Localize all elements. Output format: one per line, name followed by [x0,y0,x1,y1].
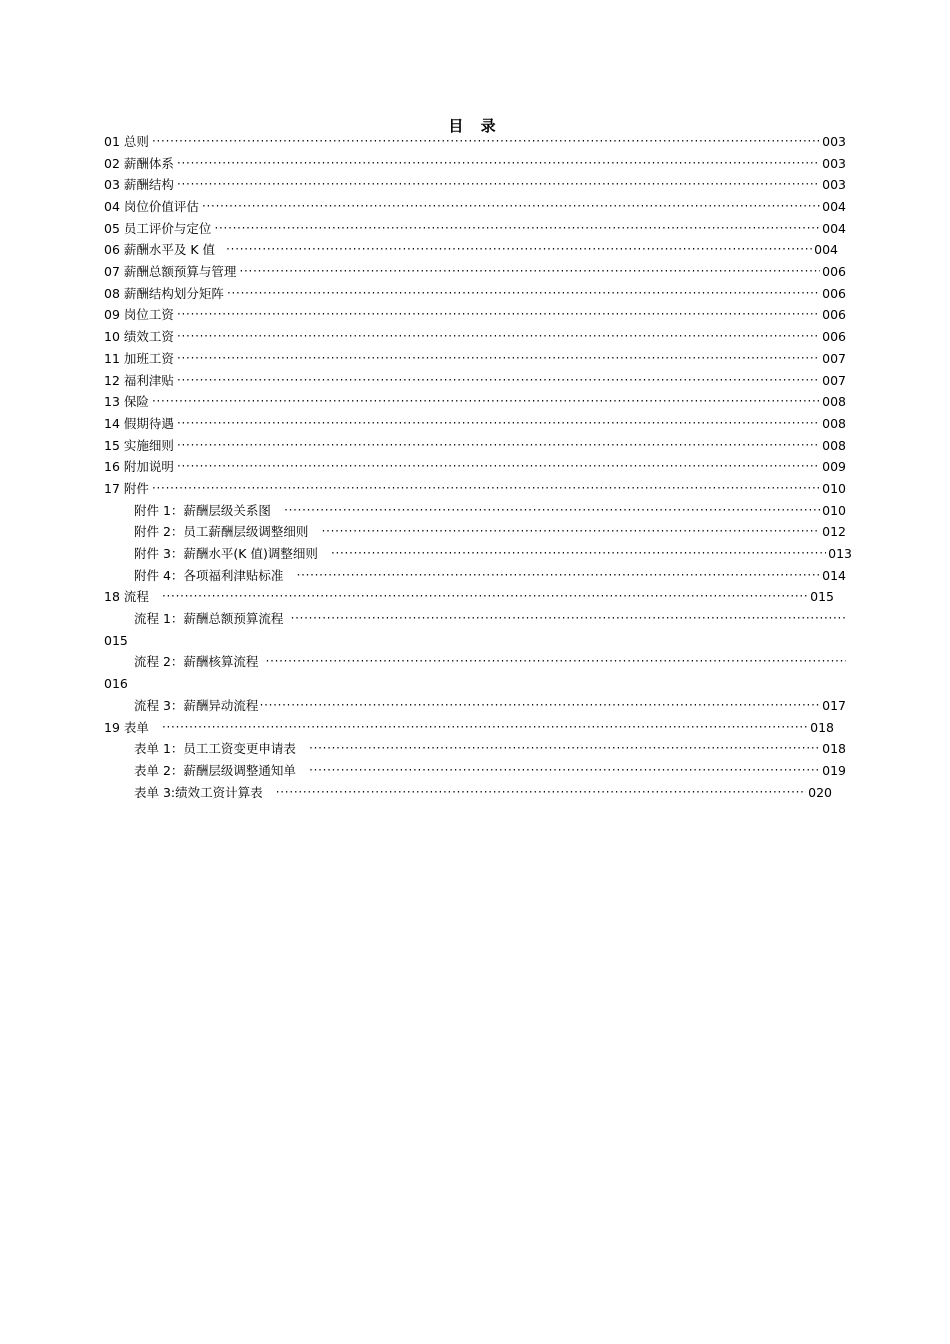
toc-page-number: 018 [810,719,834,735]
toc-leader-dots [161,717,808,739]
toc-sub-entry[interactable] [104,565,846,587]
toc-entry[interactable] [104,586,834,608]
toc-leader-dots [176,326,820,348]
toc-entry-label: 17 附件 [104,480,149,496]
toc-entry[interactable] [104,456,846,478]
toc-entry[interactable] [104,348,846,370]
toc-leader-dots [289,608,846,630]
toc-entry-label: 14 假期待遇 [104,415,174,431]
toc-page-number: 006 [822,285,846,301]
toc-leader-dots [264,652,846,674]
toc-leader-dots [330,543,826,565]
toc-entry-label: 12 福利津贴 [104,372,174,388]
toc-page-number: 004 [822,199,846,215]
toc-entry[interactable] [104,326,846,348]
toc-entry[interactable] [104,391,846,413]
toc-page-number: 007 [822,372,846,388]
toc-page-number: 018 [822,741,846,757]
toc-page-number: 015 [810,589,834,605]
toc-entry-label: 02 薪酬体系 [104,155,174,171]
toc-entry-label: 08 薪酬结构划分矩阵 [104,285,224,301]
toc-entry[interactable] [104,196,846,218]
toc-sub-entry[interactable] [104,652,846,674]
toc-leader-dots [176,348,820,370]
toc-page-number: 006 [822,329,846,345]
toc-entry-label: 流程 3：薪酬异动流程 [134,697,259,713]
toc-entry-label: 01 总则 [104,133,149,149]
toc-entry[interactable] [104,239,838,261]
toc-sub-entry[interactable] [104,521,846,543]
toc-entry[interactable] [104,218,846,240]
toc-page-number: 010 [822,502,846,518]
toc-entry-label: 04 岗位价值评估 [104,199,199,215]
toc-sub-entry[interactable] [104,738,846,760]
toc-page-number: 003 [822,133,846,149]
toc-entry-label: 07 薪酬总额预算与管理 [104,264,237,280]
toc-page-number: 008 [822,415,846,431]
toc-leader-dots [275,782,807,804]
toc-leader-dots [283,500,820,522]
toc-entry[interactable] [104,131,846,153]
toc-sub-entry[interactable] [104,608,846,630]
toc-page-number: 016 [104,676,128,692]
toc-entry-label: 流程 1：薪酬总额预算流程 [134,611,284,627]
toc-entry[interactable] [104,283,846,305]
toc-entry-label: 表单 1：员工工资变更申请表 [134,741,296,757]
toc-title: 目 录 [448,117,502,135]
toc-page-number: 015 [104,632,128,648]
toc-leader-dots [151,478,820,500]
toc-leader-dots [308,738,820,760]
toc-page-number: 004 [814,242,838,258]
toc-leader-dots [176,153,820,175]
toc-page-number: 004 [822,220,846,236]
toc-page-number: 019 [822,762,846,778]
toc-leader-dots [176,456,820,478]
toc-page-number: 014 [822,567,846,583]
toc-entry[interactable] [104,717,834,739]
toc-page-number: 007 [822,350,846,366]
toc-entry-label: 表单 3:绩效工资计算表 [134,784,263,800]
toc-page-number: 008 [822,394,846,410]
toc-leader-dots [176,370,820,392]
toc-entry-label: 15 实施细则 [104,437,174,453]
toc-leader-dots [258,695,820,717]
toc-entry-label: 16 附加说明 [104,459,174,475]
toc-entry-label: 附件 4：各项福利津贴标准 [134,567,284,583]
toc-page-number: 008 [822,437,846,453]
toc-leader-dots [176,413,820,435]
toc-page-number: 010 [822,480,846,496]
toc-page-number: 020 [808,784,832,800]
toc-entry[interactable] [104,435,846,457]
toc-sub-entry[interactable] [104,500,846,522]
toc-entry[interactable] [104,413,846,435]
toc-entry-label: 11 加班工资 [104,350,174,366]
toc-leader-dots [320,521,820,543]
toc-entry[interactable] [104,174,846,196]
toc-leader-dots [308,760,820,782]
toc-leader-dots [238,261,820,283]
toc-entry[interactable] [104,153,846,175]
toc-entry-label: 06 薪酬水平及 K 值 [104,242,216,258]
toc-leader-dots [151,131,820,153]
toc-entry-label: 10 绩效工资 [104,329,174,345]
toc-sub-entry[interactable] [104,782,832,804]
toc-leader-dots [295,565,820,587]
toc-leader-dots [201,196,820,218]
toc-leader-dots [213,218,820,240]
toc-page-number: 003 [822,177,846,193]
toc-entry-label: 09 岗位工资 [104,307,174,323]
toc-entry[interactable] [104,478,846,500]
toc-entry-label: 18 流程 [104,589,149,605]
toc-page-number: 006 [822,307,846,323]
toc-leader-dots [176,305,820,327]
toc-entry-label: 19 表单 [104,719,149,735]
toc-sub-entry[interactable] [104,543,852,565]
toc-leader-dots [226,283,820,305]
toc-page-number: 017 [822,697,846,713]
toc-entry-label: 附件 3：薪酬水平(K 值)调整细则 [134,546,318,562]
toc-entry-label: 03 薪酬结构 [104,177,174,193]
toc-page-number: 003 [822,155,846,171]
toc-sub-entry[interactable] [104,695,846,717]
toc-leader-dots [161,586,808,608]
toc-entry-label: 附件 2：员工薪酬层级调整细则 [134,524,309,540]
toc-entry[interactable] [104,305,846,327]
toc-entry-label: 流程 2：薪酬核算流程 [134,654,259,670]
toc-sub-entry[interactable] [104,760,846,782]
toc-entry-label: 05 员工评价与定位 [104,220,212,236]
toc-leader-dots [225,239,812,261]
table-of-contents [104,131,852,803]
toc-page-number: 006 [822,264,846,280]
toc-entry-label: 附件 1：薪酬层级关系图 [134,502,271,518]
toc-entry-label: 13 保险 [104,394,149,410]
toc-leader-dots [151,391,820,413]
toc-leader-dots [176,435,820,457]
toc-entry-label: 表单 2：薪酬层级调整通知单 [134,762,296,778]
toc-entry[interactable] [104,370,846,392]
toc-page-number: 009 [822,459,846,475]
toc-page-number: 013 [828,546,852,562]
toc-leader-dots [176,174,820,196]
toc-page-number: 012 [822,524,846,540]
toc-entry[interactable] [104,261,846,283]
